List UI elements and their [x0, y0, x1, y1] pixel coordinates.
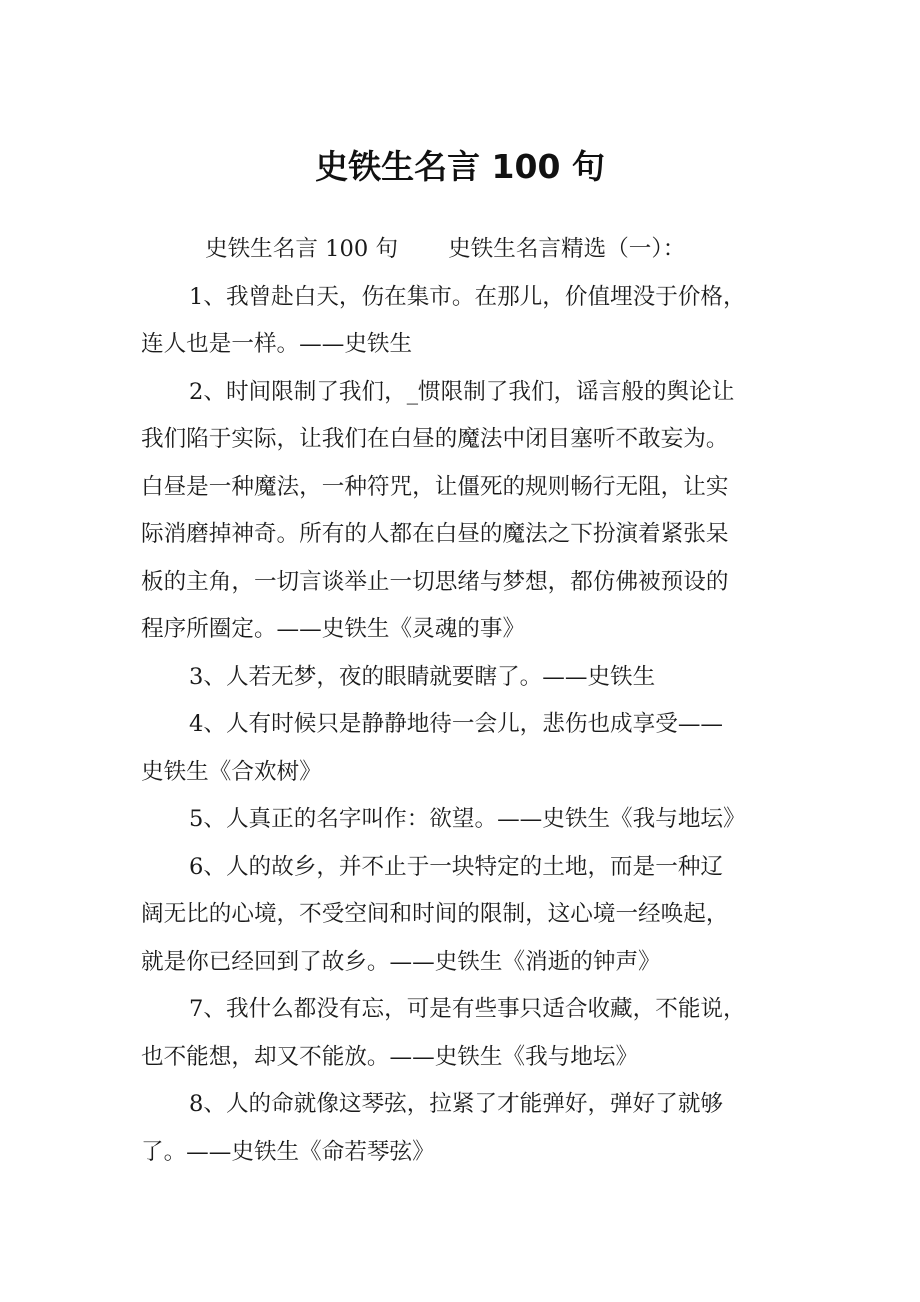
- quote-line: 板的主角，一切言谈举止一切思绪与梦想，都仿佛被预设的: [141, 568, 729, 595]
- quote-line: 8、人的命就像这琴弦，拉紧了才能弹好，弹好了就够: [189, 1091, 724, 1117]
- quote-line: 史铁生《合欢树》: [141, 758, 322, 785]
- quote-line: 4、人有时候只是静静地待一会儿，悲伤也成享受——: [189, 711, 724, 737]
- quote-line: 也不能想，却又不能放。——史铁生《我与地坛》: [141, 1043, 639, 1070]
- intro-right: 史铁生名言精选（一）：: [448, 236, 686, 262]
- intro-left: 史铁生名言 100 句: [205, 236, 399, 262]
- quote-line: 阔无比的心境，不受空间和时间的限制，这心境一经唤起，: [141, 901, 729, 927]
- quote-line: 就是你已经回到了故乡。——史铁生《消逝的钟声》: [141, 948, 661, 975]
- intro-line: [141, 226, 787, 274]
- quote-line: 6、人的故乡，并不止于一块特定的土地，而是一种辽: [189, 853, 724, 880]
- quote-line: 2、时间限制了我们，_惯限制了我们，谣言般的舆论让: [189, 378, 735, 405]
- quote-line: 1、我曾赴白天，伤在集市。在那儿，价值埋没于价格，: [189, 283, 746, 310]
- quote-line: 5、人真正的名字叫作：欲望。——史铁生《我与地坛》: [189, 806, 746, 832]
- quote-line: 际消磨掉神奇。所有的人都在白昼的魔法之下扮演着紧张呆: [141, 521, 729, 547]
- quote-line: 连人也是一样。——史铁生: [141, 331, 413, 357]
- document-title: 史铁生名言 100 句: [315, 147, 605, 186]
- quote-line: 白昼是一种魔法，一种符咒，让僵死的规则畅行无阻，让实: [141, 473, 729, 500]
- quote-line: 程序所圈定。——史铁生《灵魂的事》: [141, 616, 526, 642]
- quote-line: 3、人若无梦，夜的眼睛就要瞎了。——史铁生: [189, 663, 656, 690]
- quote-line: 了。——史铁生《命若琴弦》: [141, 1138, 435, 1165]
- quote-line: 我们陷于实际，让我们在白昼的魔法中闭目塞听不敢妄为。: [141, 426, 729, 452]
- quote-line: 7、我什么都没有忘，可是有些事只适合收藏，不能说，: [189, 996, 746, 1022]
- document-body: [141, 226, 787, 1176]
